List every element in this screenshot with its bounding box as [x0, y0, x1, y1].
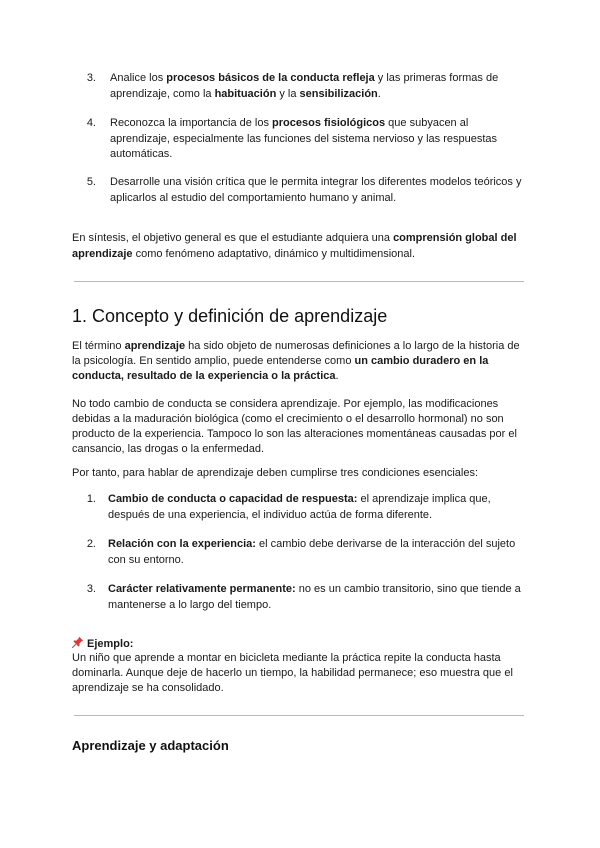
- text: la psicología. En sentido amplio, puede entenderse como: [72, 355, 355, 367]
- paragraph-line: producto de la experiencia. Tampoco lo son las alteraciones momentáneas causadas por el: [72, 428, 517, 440]
- text: no es un cambio transitorio, sino que tiende a: [295, 583, 521, 595]
- list-number: 2.: [86, 538, 96, 550]
- text: como fenómeno adaptativo, dinámico y multidimensional.: [132, 248, 416, 260]
- exclusions-paragraph: [72, 397, 517, 457]
- list-text-line: [110, 71, 498, 86]
- bold-text: conducta, resultado de la experiencia o la práctica: [72, 370, 336, 382]
- text: el cambio debe derivarse de la interacción del sujeto: [255, 538, 516, 550]
- list-number: 4.: [86, 117, 96, 129]
- list-text-line: aprendizaje, especialmente las funciones del sistema nervioso y las respuestas: [110, 133, 498, 145]
- bold-text: habituación: [214, 88, 277, 100]
- bold-text: un cambio duradero en la: [354, 355, 489, 367]
- text: y las primeras formas de: [374, 72, 499, 84]
- paragraph-line: cansancio, las drogas o la enfermedad.: [72, 443, 265, 455]
- section-title: 1. Concepto y definición de aprendizaje: [72, 306, 388, 326]
- bold-text: Relación con la experiencia:: [108, 538, 256, 550]
- synthesis-paragraph: [72, 231, 517, 262]
- list-number: 5.: [86, 176, 96, 188]
- text: el aprendizaje implica que,: [357, 493, 491, 505]
- divider: [74, 715, 524, 716]
- paragraph-line: [72, 339, 520, 354]
- list-text-line: con su entorno.: [108, 554, 184, 566]
- example-heading: [72, 636, 513, 651]
- example-label: Ejemplo:: [87, 638, 134, 650]
- bold-text: Carácter relativamente permanente:: [108, 583, 296, 595]
- conditions-intro: Por tanto, para hablar de aprendizaje deben cumplirse tres condiciones esenciales:: [72, 467, 479, 479]
- divider: [74, 281, 524, 282]
- text: Analice los: [110, 72, 167, 84]
- bold-text: aprendizaje: [124, 340, 186, 352]
- list-number: 3.: [86, 72, 96, 84]
- list-number: 1.: [86, 493, 96, 505]
- list-text-line: aplicarlos al estudio del comportamiento humano y animal.: [110, 192, 397, 204]
- bold-text: comprensión global del: [393, 232, 517, 244]
- subsection-title: Aprendizaje y adaptación: [72, 738, 229, 753]
- pushpin-icon: [72, 636, 84, 648]
- list-text-line: [108, 582, 521, 597]
- list-text-line: [110, 87, 381, 102]
- list-text-line: [108, 492, 491, 507]
- text: que subyacen al: [385, 117, 469, 129]
- list-text-line: Desarrolle una visión crítica que le permita integrar los diferentes modelos teóricos y: [110, 176, 522, 188]
- paragraph-line: [72, 369, 520, 384]
- bold-text: aprendizaje: [72, 248, 133, 260]
- list-text-line: automáticas.: [110, 148, 173, 160]
- bold-text: sensibilización: [299, 88, 378, 100]
- text: El término: [72, 340, 125, 352]
- paragraph-line: [72, 354, 520, 369]
- paragraph-line: [72, 247, 517, 262]
- text: ha sido objeto de numerosas definiciones a lo largo de la historia de: [185, 340, 520, 352]
- bold-text: procesos básicos de la conducta refleja: [166, 72, 375, 84]
- list-number: 3.: [86, 583, 96, 595]
- list-text-line: [108, 537, 515, 552]
- paragraph-line: Un niño que aprende a montar en bicicleta mediante la práctica repite la conducta hasta: [72, 652, 501, 664]
- paragraph-line: [72, 231, 517, 246]
- text: .: [335, 370, 339, 382]
- text: Reconozca la importancia de los: [110, 117, 273, 129]
- list-text-line: [110, 116, 468, 131]
- text: En síntesis, el objetivo general es que el estudiante adquiera una: [72, 232, 394, 244]
- paragraph-line: No todo cambio de conducta se considera aprendizaje. Por ejemplo, las modificaciones: [72, 398, 499, 410]
- paragraph-line: dominarla. Aunque deje de hacerlo un tiempo, la habilidad permanece; eso muestra que el: [72, 667, 513, 679]
- definition-paragraph: [72, 339, 520, 384]
- paragraph-line: debidas a la maduración biológica (como el crecimiento o el desarrollo hormonal) no son: [72, 413, 504, 425]
- list-text-line: mantenerse a lo largo del tiempo.: [108, 599, 272, 611]
- list-text-line: después de una experiencia, el individuo actúa de forma diferente.: [108, 509, 433, 521]
- bold-text: procesos fisiológicos: [272, 117, 386, 129]
- example-block: [72, 636, 513, 696]
- paragraph-line: aprendizaje se ha consolidado.: [72, 682, 224, 694]
- text: aprendizaje, como la: [110, 88, 215, 100]
- bold-text: Cambio de conducta o capacidad de respuesta:: [108, 493, 358, 505]
- text: .: [377, 88, 381, 100]
- text: y la: [276, 88, 300, 100]
